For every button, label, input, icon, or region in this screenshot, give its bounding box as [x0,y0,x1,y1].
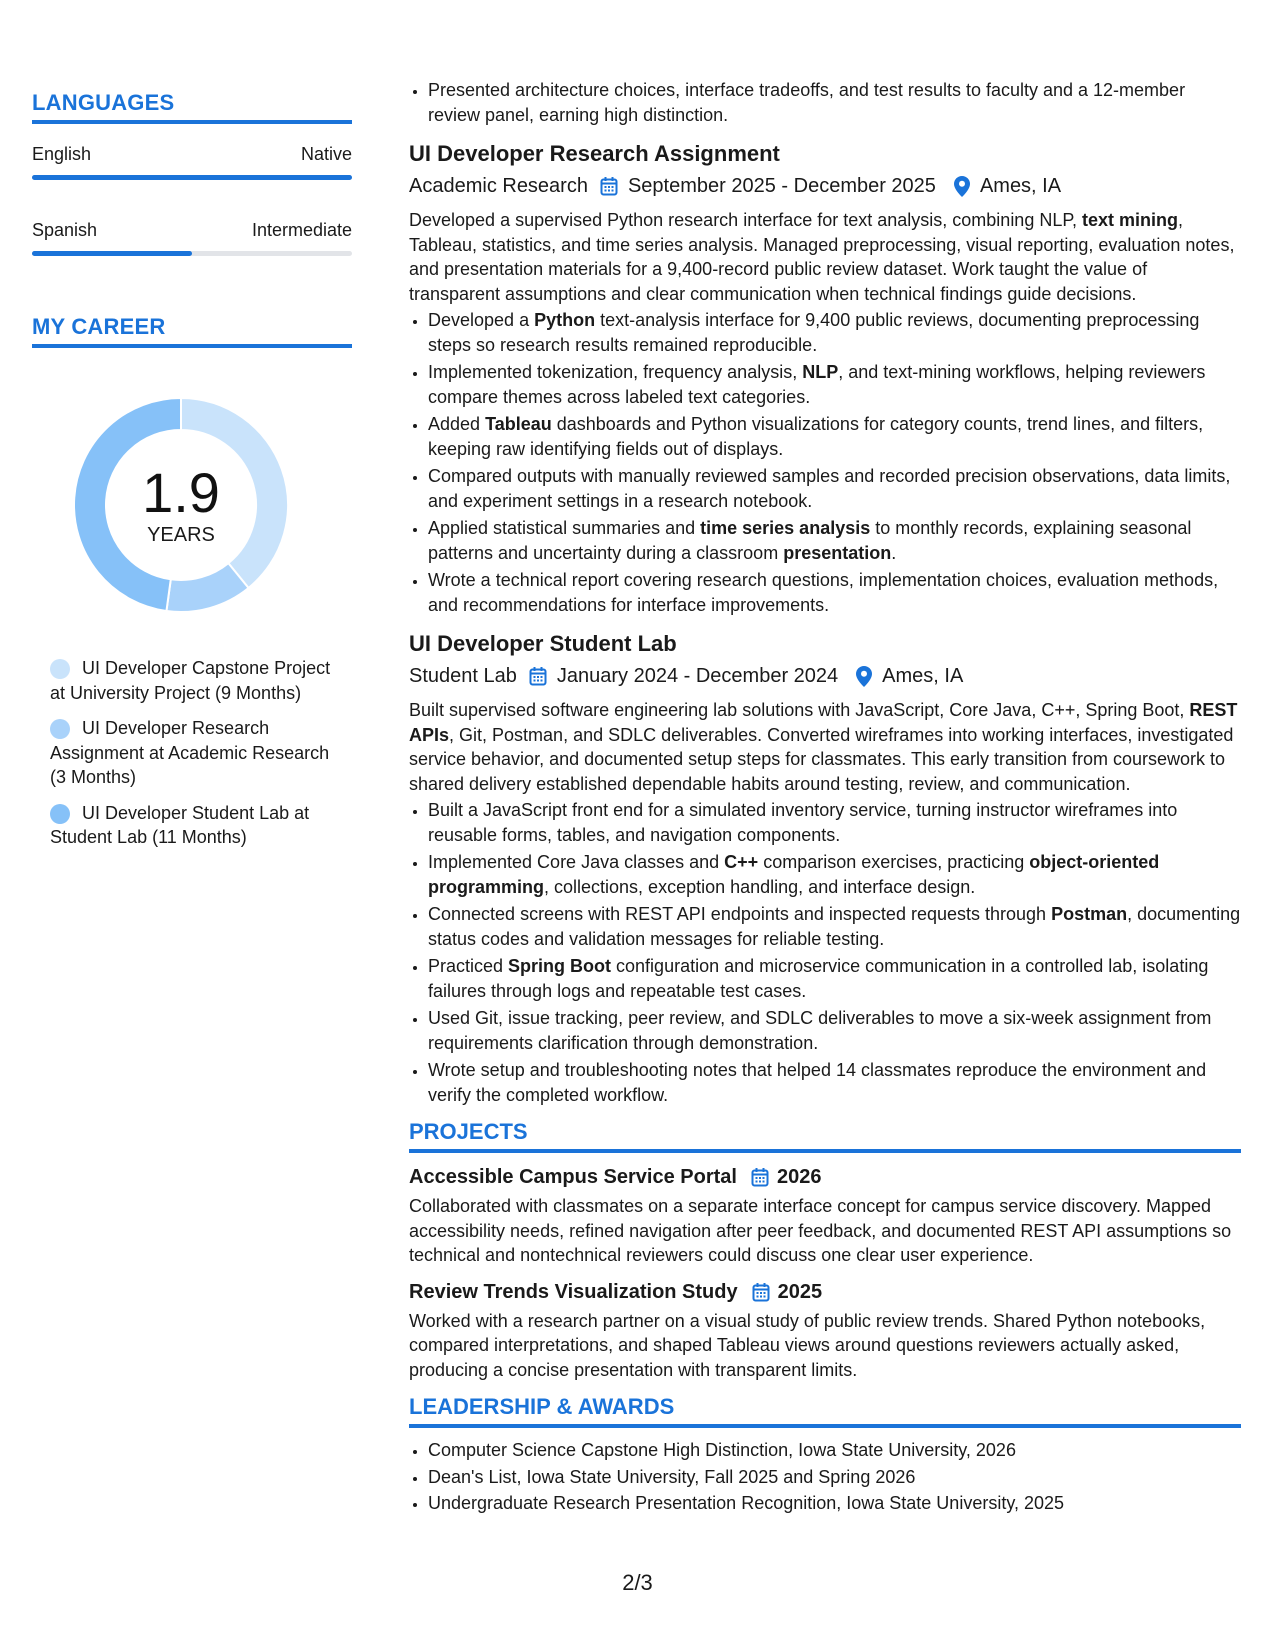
summary-text: , Git, Postman, and SDLC deliverables. Converted wireframes into working interfaces, investigated service behavior, and documented setup steps for classmates. This early transition from coursework to shared delivery established dependable habits around testing, review, and communication. [409,724,1234,794]
legend-item [50,801,340,850]
job-bullets [409,798,1241,1107]
job-dates: September 2025 - December 2025 [627,175,936,197]
summary-text: Built supervised software engineering lab solutions with JavaScript, Core Java, C++, Spring Boot, [409,700,1190,720]
job-bullets [409,308,1241,617]
calendar-icon [529,666,547,686]
legend-dot [50,659,70,679]
languages-heading: LANGUAGES [32,90,352,124]
language-level: Intermediate [251,220,352,240]
right-column [409,78,1241,1518]
career-donut-chart [66,390,296,620]
legend-label: UI Developer Student Lab at Student Lab (11 Months) [50,802,310,847]
job-company: Student Lab [409,665,517,687]
summary-bold: REST APIs [409,700,1238,745]
project-description: Collaborated with classmates on a separate interface concept for campus service discovery. Mapped accessibility needs, refined navigation after peer feedback, and documented REST API assumptions so technical and nontechnical reviewers could discuss one clear user experience. [409,1196,1232,1265]
bullet-item: • Used Git, issue tracking, peer review, and SDLC deliverables to move a six-week assignment from requirements clarification through demonstration. [428,1006,1241,1055]
job-title: UI Developer Research Assignment [409,141,780,166]
job-dates: January 2024 - December 2024 [556,665,839,687]
project-description: Worked with a research partner on a visual study of public review trends. Shared Python notebooks, compared interpretations, and shaped Tableau views around questions reviewers actually asked, producing a concise presentation with transparent limits. [409,1310,1206,1380]
summary-text: , Tableau, statistics, and time series analysis. Managed preprocessing, visual reporting, evaluation notes, and presentation materials for a 9,400-record public review dataset. Work taught the value of transparent assumptions and clear communication when technical findings guide decisions. [409,210,1235,304]
legend-dot [50,719,70,739]
bullet-item: • Wrote setup and troubleshooting notes that helped 14 classmates reproduce the environment and verify the completed workflow. [428,1058,1241,1107]
legend-item [50,716,340,790]
previous-job-bullets [409,78,1241,127]
location-pin-icon [954,176,970,197]
summary-text: Developed a supervised Python research interface for text analysis, combining NLP, [409,210,1083,230]
career-legend [50,656,340,850]
projects-heading: PROJECTS [409,1119,1241,1153]
award-item: • Undergraduate Research Presentation Recognition, Iowa State University, 2025 [428,1491,1241,1516]
bullet-item: • Practiced Spring Boot configuration and microservice communication in a controlled lab, isolating failures through logs and repeatable test cases. [428,954,1241,1003]
calendar-icon [752,1282,770,1302]
calendar-icon [600,176,618,196]
job-summary [409,698,1241,796]
project-year: 2025 [777,1280,823,1303]
job-entry [409,139,1241,617]
bullet-item: • Added Tableau dashboards and Python visualizations for category counts, trend lines, and filters, keeping raw identifying fields out of displays. [428,412,1241,461]
legend-label: UI Developer Research Assignment at Academic Research (3 Months) [50,718,330,787]
job-location: Ames, IA [882,665,964,687]
left-column [32,90,352,861]
bullet-item: • Applied statistical summaries and time series analysis to monthly records, explaining seasonal patterns and uncertainty during a classroom presentation. [428,516,1241,565]
bullet-item: • Connected screens with REST API endpoints and inspected requests through Postman, documenting status codes and validation messages for reliable testing. [428,902,1241,951]
project-entry [409,1278,1241,1383]
legend-dot [50,804,70,824]
language-name: English [32,144,92,164]
job-meta [409,662,1241,690]
project-title-row [409,1278,1241,1306]
project-title-row [409,1163,1241,1191]
language-level: Native [300,144,352,164]
legend-label: UI Developer Capstone Project at University Project (9 Months) [50,658,331,703]
language-name: Spanish [32,220,98,240]
bullet-item: • Implemented Core Java classes and C++ comparison exercises, practicing object-oriented programming, collections, exception handling, and interface design. [428,850,1241,899]
summary-bold: text mining [1082,210,1179,230]
awards-heading: LEADERSHIP & AWARDS [409,1394,1241,1428]
bullet-item: • Developed a Python text-analysis interface for 9,400 public reviews, documenting preprocessing steps so research results remained reproducible. [428,308,1241,357]
language-item [32,220,352,256]
job-meta [409,172,1241,200]
job-entry [409,629,1241,1107]
project-title: Accessible Campus Service Portal [409,1166,737,1188]
career-total-unit: YEARS [147,523,215,546]
job-location: Ames, IA [979,175,1062,197]
bullet-item: • Implemented tokenization, frequency analysis, NLP, and text-mining workflows, helping reviewers compare themes across labeled text categories. [428,360,1241,409]
calendar-icon [751,1167,769,1187]
language-proficiency-fill [32,251,192,256]
career-total-value: 1.9 [142,460,220,524]
language-proficiency-fill [32,175,352,180]
bullet-item: • Built a JavaScript front end for a simulated inventory service, turning instructor wireframes into reusable forms, tables, and navigation components. [428,798,1241,847]
bullet-item: • Presented architecture choices, interface tradeoffs, and test results to faculty and a 12-member review panel, earning high distinction. [428,78,1241,127]
project-entry [409,1163,1241,1268]
project-year: 2026 [776,1166,822,1188]
job-summary [409,208,1241,306]
bullet-item: • Compared outputs with manually reviewed samples and recorded precision observations, data limits, and experiment settings in a research notebook. [428,464,1241,513]
job-company: Academic Research [409,175,588,197]
job-title: UI Developer Student Lab [409,631,677,656]
award-item: • Computer Science Capstone High Distinction, Iowa State University, 2026 [428,1438,1241,1463]
bullet-item: • Wrote a technical report covering research questions, implementation choices, evaluation methods, and recommendations for interface improvements. [428,568,1241,617]
awards-list [409,1438,1241,1516]
language-proficiency-bar [32,251,352,256]
language-item [32,144,352,180]
career-heading: MY CAREER [32,314,352,348]
location-pin-icon [856,666,872,687]
legend-item [50,656,340,705]
project-title: Review Trends Visualization Study [409,1280,738,1303]
language-proficiency-bar [32,175,352,180]
award-item: • Dean's List, Iowa State University, Fall 2025 and Spring 2026 [428,1465,1241,1490]
donut-center-label [66,390,296,620]
page-number: 2/3 [622,1570,653,1595]
